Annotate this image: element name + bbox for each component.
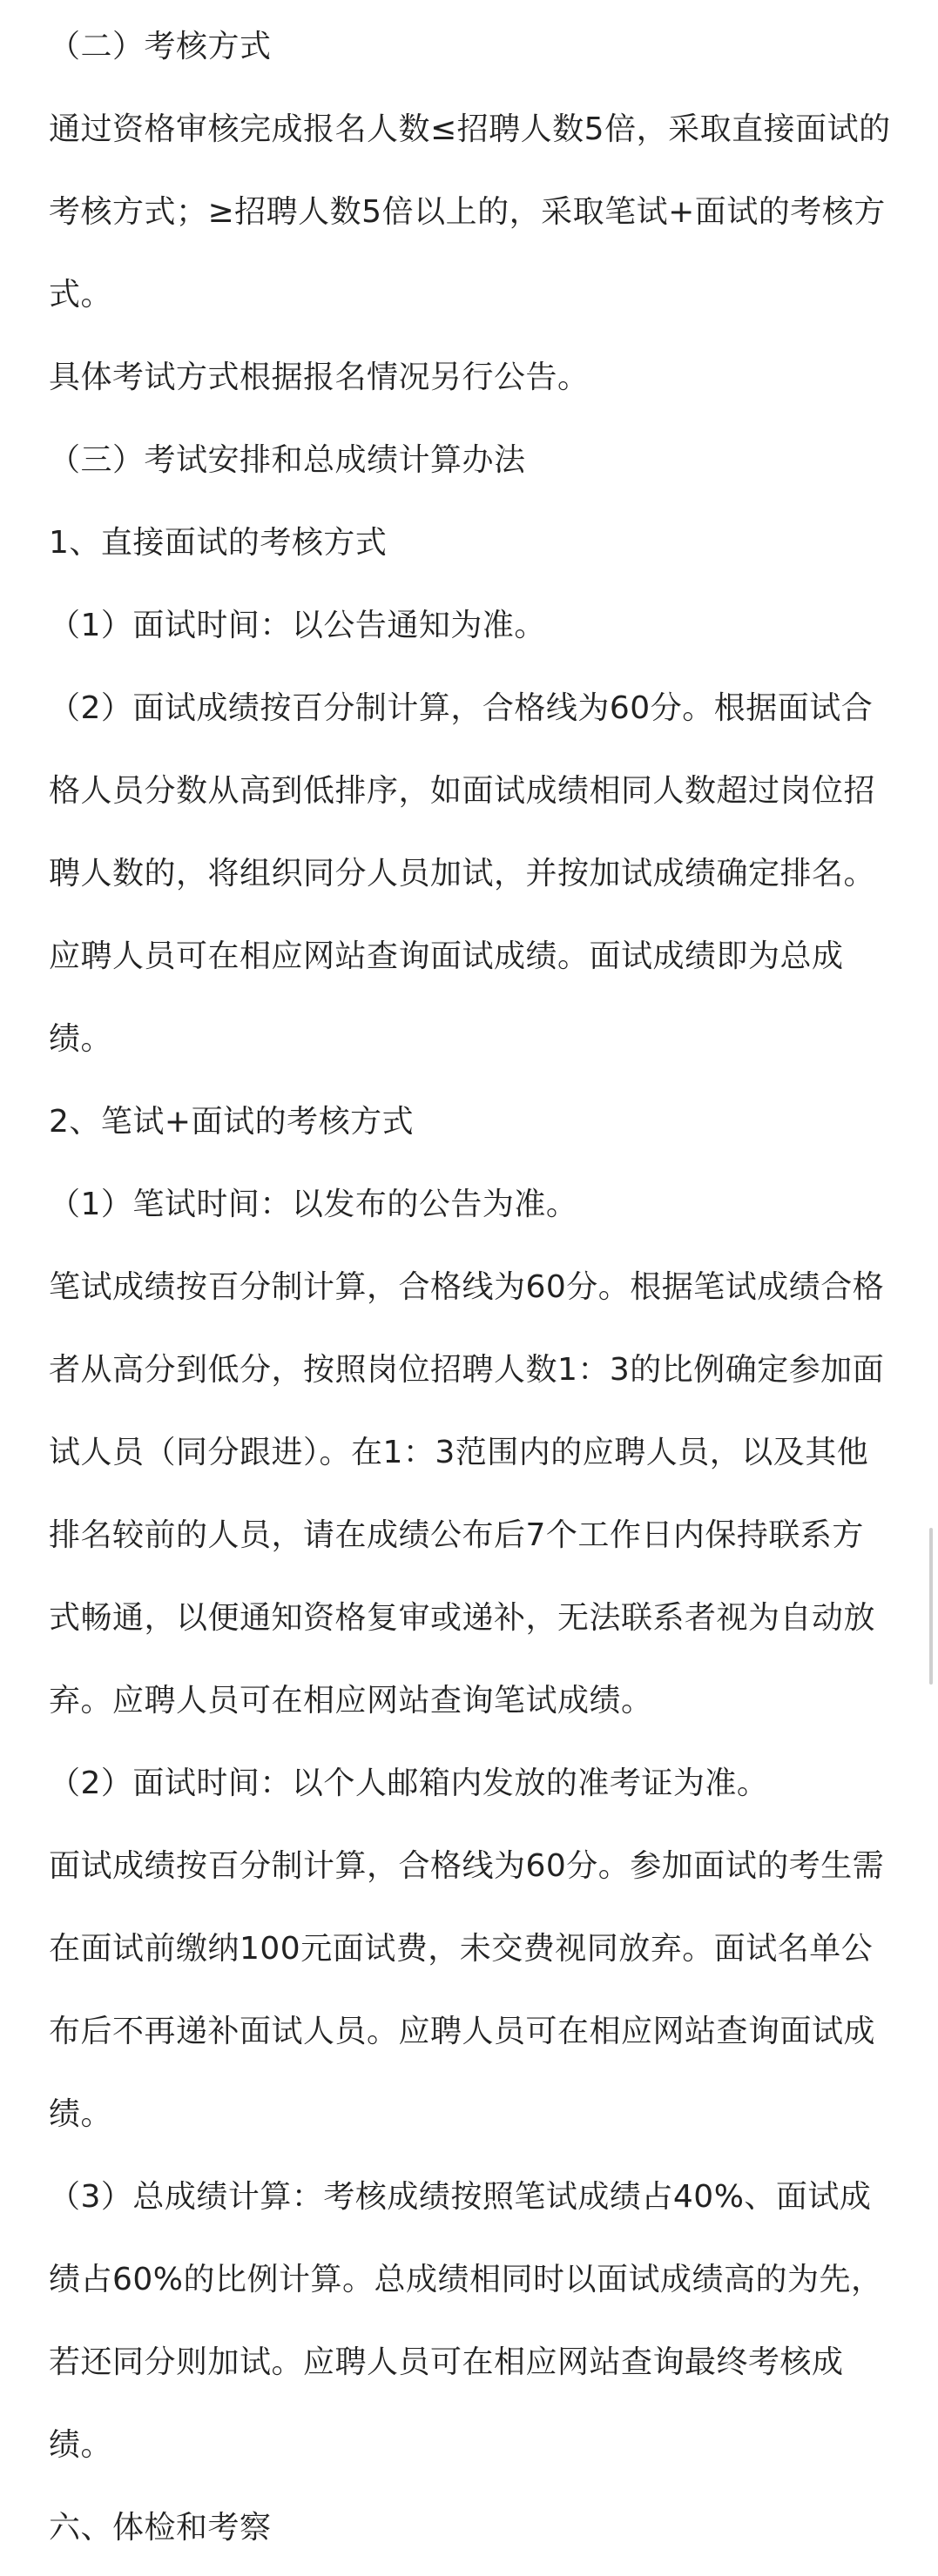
article-body bbox=[49, 0, 894, 2569]
paragraph-exam-announcement: 具体考试方式根据报名情况另行公告。 bbox=[49, 360, 590, 395]
paragraph-written-score: 笔试成绩按百分制计算，合格线为60分。根据笔试成绩合格者从高分到低分，按照岗位招聘人数1：3的比例确定参加面试人员（同分跟进）。在1：3范围内的应聘人员，以及其他排名较前的人员，请在成绩公布后7个工作日内保持联系方式畅通，以便通知资格复审或递补，无法联系者视为自动放弃。应聘人员可在相应网站查询笔试成绩。 bbox=[49, 1269, 885, 1718]
paragraph-interview-score-2: 面试成绩按百分制计算，合格线为60分。参加面试的考生需在面试前缴纳100元面试费，未交费视同放弃。面试名单公布后不再递补面试人员。应聘人员可在相应网站查询面试成绩。 bbox=[49, 1848, 885, 2132]
section-heading-physical-exam: 六、体检和考察 bbox=[49, 2510, 272, 2546]
paragraph-interview-score: （2）面试成绩按百分制计算，合格线为60分。根据面试合格人员分数从高到低排序，如面试成绩相同人数超过岗位招聘人数的，将组织同分人员加试，并按加试成绩确定排名。应聘人员可在相应网站查询面试成绩。面试成绩即为总成绩。 bbox=[49, 690, 876, 1057]
subheading-direct-interview: 1、直接面试的考核方式 bbox=[49, 525, 388, 561]
paragraph-interview-time: （1）面试时间：以公告通知为准。 bbox=[49, 608, 546, 643]
paragraph-assessment-rule: 通过资格审核完成报名人数≤招聘人数5倍，采取直接面试的考核方式；≥招聘人数5倍以上的，采取笔试+面试的考核方式。 bbox=[49, 111, 891, 313]
paragraph-written-time: （1）笔试时间：以发布的公告为准。 bbox=[49, 1187, 578, 1222]
section-heading-assessment-method: （二）考核方式 bbox=[49, 29, 272, 64]
scrollbar[interactable] bbox=[929, 1528, 933, 1685]
section-heading-exam-arrangement: （三）考试安排和总成绩计算办法 bbox=[49, 442, 526, 478]
subheading-written-and-interview: 2、笔试+面试的考核方式 bbox=[49, 1104, 415, 1140]
paragraph-interview-time-2: （2）面试时间：以个人邮箱内发放的准考证为准。 bbox=[49, 1766, 769, 1801]
paragraph-total-score: （3）总成绩计算：考核成绩按照笔试成绩占40%、面试成绩占60%的比例计算。总成绩相同时以面试成绩高的为先，若还同分则加试。应聘人员可在相应网站查询最终考核成绩。 bbox=[49, 2179, 883, 2463]
